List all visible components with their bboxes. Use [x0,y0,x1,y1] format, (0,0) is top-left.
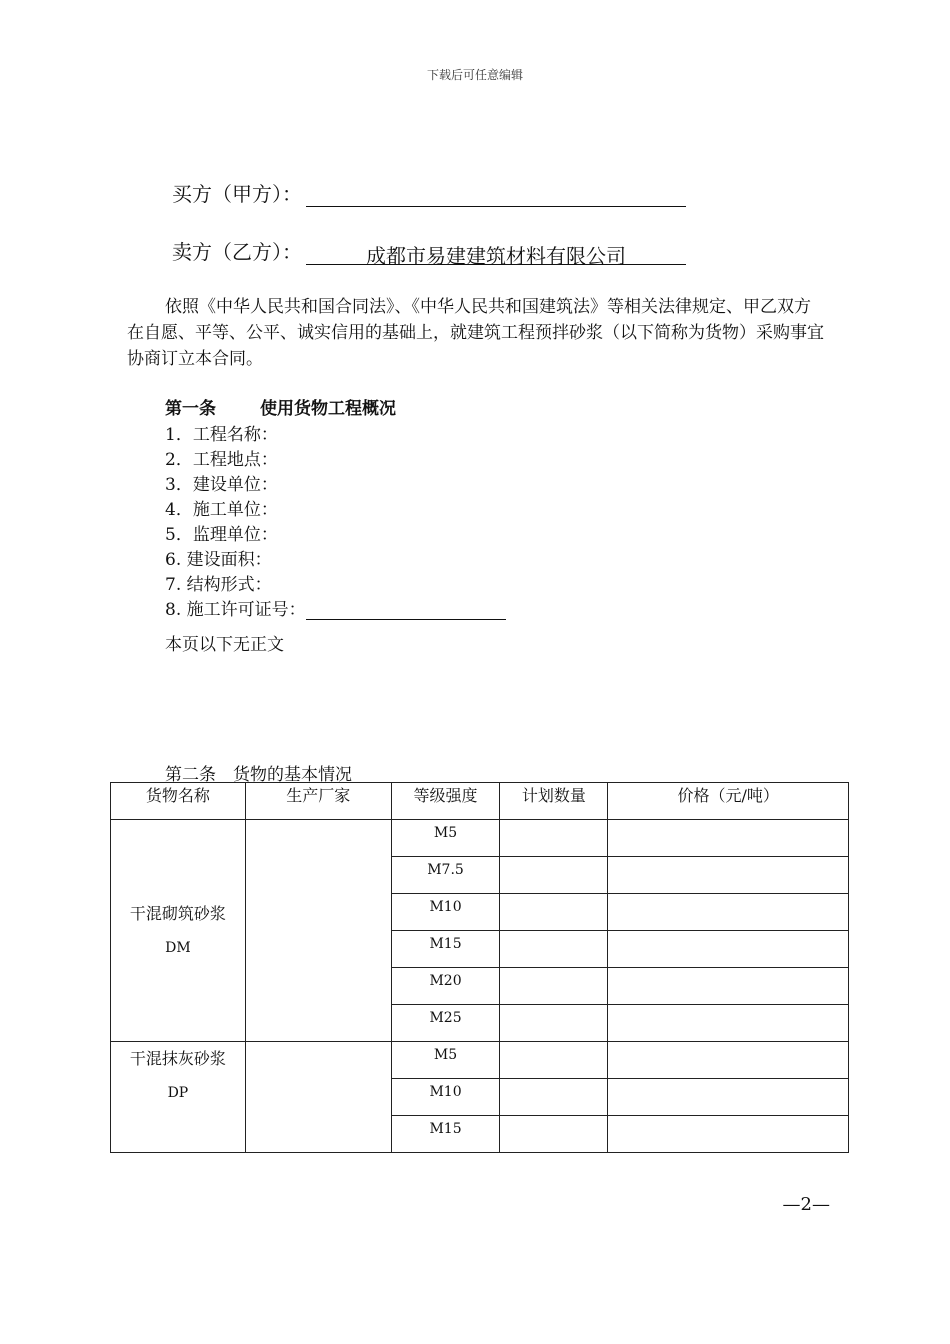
intro-paragraph: 依照《中华人民共和国合同法》、《中华人民共和国建筑法》等相关法律规定、甲乙双方在自愿、平等、公平、诚实信用的基础上，就建筑工程预拌砂浆（以下简称为货物）采购事宜协商订立本合同。 [127,297,824,369]
article1-num: 第一条 [165,399,216,419]
quantity-cell[interactable] [500,931,608,968]
item-project-location: 2．工程地点： [165,450,278,470]
grade-cell: M5 [391,1042,500,1079]
header-goods-name: 货物名称 [111,783,246,820]
no-text-note: 本页以下无正文 [165,635,284,655]
quantity-cell[interactable] [500,1079,608,1116]
table-row [111,820,849,857]
price-cell[interactable] [608,820,849,857]
grade-cell: M15 [391,1116,500,1153]
grade-cell: M15 [391,931,500,968]
price-cell[interactable] [608,1005,849,1042]
header-grade: 等级强度 [391,783,500,820]
grade-cell: M25 [391,1005,500,1042]
quantity-cell[interactable] [500,857,608,894]
manufacturer-cell[interactable] [245,820,391,1042]
price-cell[interactable] [608,894,849,931]
article1-title: 使用货物工程概况 [260,399,396,419]
goods-name-dm: 干混砌筑砂浆 DM [111,820,246,1042]
permit-field[interactable] [306,601,506,620]
price-cell[interactable] [608,1116,849,1153]
quantity-cell[interactable] [500,820,608,857]
quantity-cell[interactable] [500,1005,608,1042]
manufacturer-cell[interactable] [245,1042,391,1153]
header-price: 价格（元/吨） [608,783,849,820]
item-construction-unit: 3．建设单位： [165,475,278,495]
grade-cell: M10 [391,1079,500,1116]
grade-cell: M5 [391,820,500,857]
article1-heading [165,394,396,419]
grade-cell: M10 [391,894,500,931]
quantity-cell[interactable] [500,968,608,1005]
buyer-line [172,178,686,207]
item-supervision-unit: 5．监理单位： [165,525,278,545]
table-row [111,1042,849,1079]
buyer-label: 买方（甲方）： [172,182,302,206]
grade-cell: M20 [391,968,500,1005]
table-header-row [111,783,849,820]
header-note: 下载后可任意编辑 [426,68,523,82]
price-cell[interactable] [608,1042,849,1079]
item-builder-unit: 4．施工单位： [165,500,278,520]
header-manufacturer: 生产厂家 [245,783,391,820]
seller-line [172,236,686,268]
item-structure: 7. 结构形式： [165,575,272,595]
permit-label: 8. 施工许可证号： [165,600,306,620]
item-permit [165,595,506,620]
seller-field[interactable] [306,240,686,268]
quantity-cell[interactable] [500,894,608,931]
buyer-field[interactable] [306,182,686,207]
goods-table [110,782,849,1153]
price-cell[interactable] [608,1079,849,1116]
grade-cell: M7.5 [391,857,500,894]
page-number: —2— [782,1194,830,1215]
item-area: 6. 建设面积： [165,550,272,570]
header-quantity: 计划数量 [500,783,608,820]
quantity-cell[interactable] [500,1042,608,1079]
price-cell[interactable] [608,857,849,894]
seller-label: 卖方（乙方）： [172,240,302,264]
goods-name-dp: 干混抹灰砂浆 DP [111,1042,246,1153]
quantity-cell[interactable] [500,1116,608,1153]
item-project-name: 1．工程名称： [165,425,278,445]
price-cell[interactable] [608,931,849,968]
article2-title: 第二条 货物的基本情况 [165,765,352,785]
seller-name: 成都市易建建筑材料有限公司 [366,244,626,268]
price-cell[interactable] [608,968,849,1005]
